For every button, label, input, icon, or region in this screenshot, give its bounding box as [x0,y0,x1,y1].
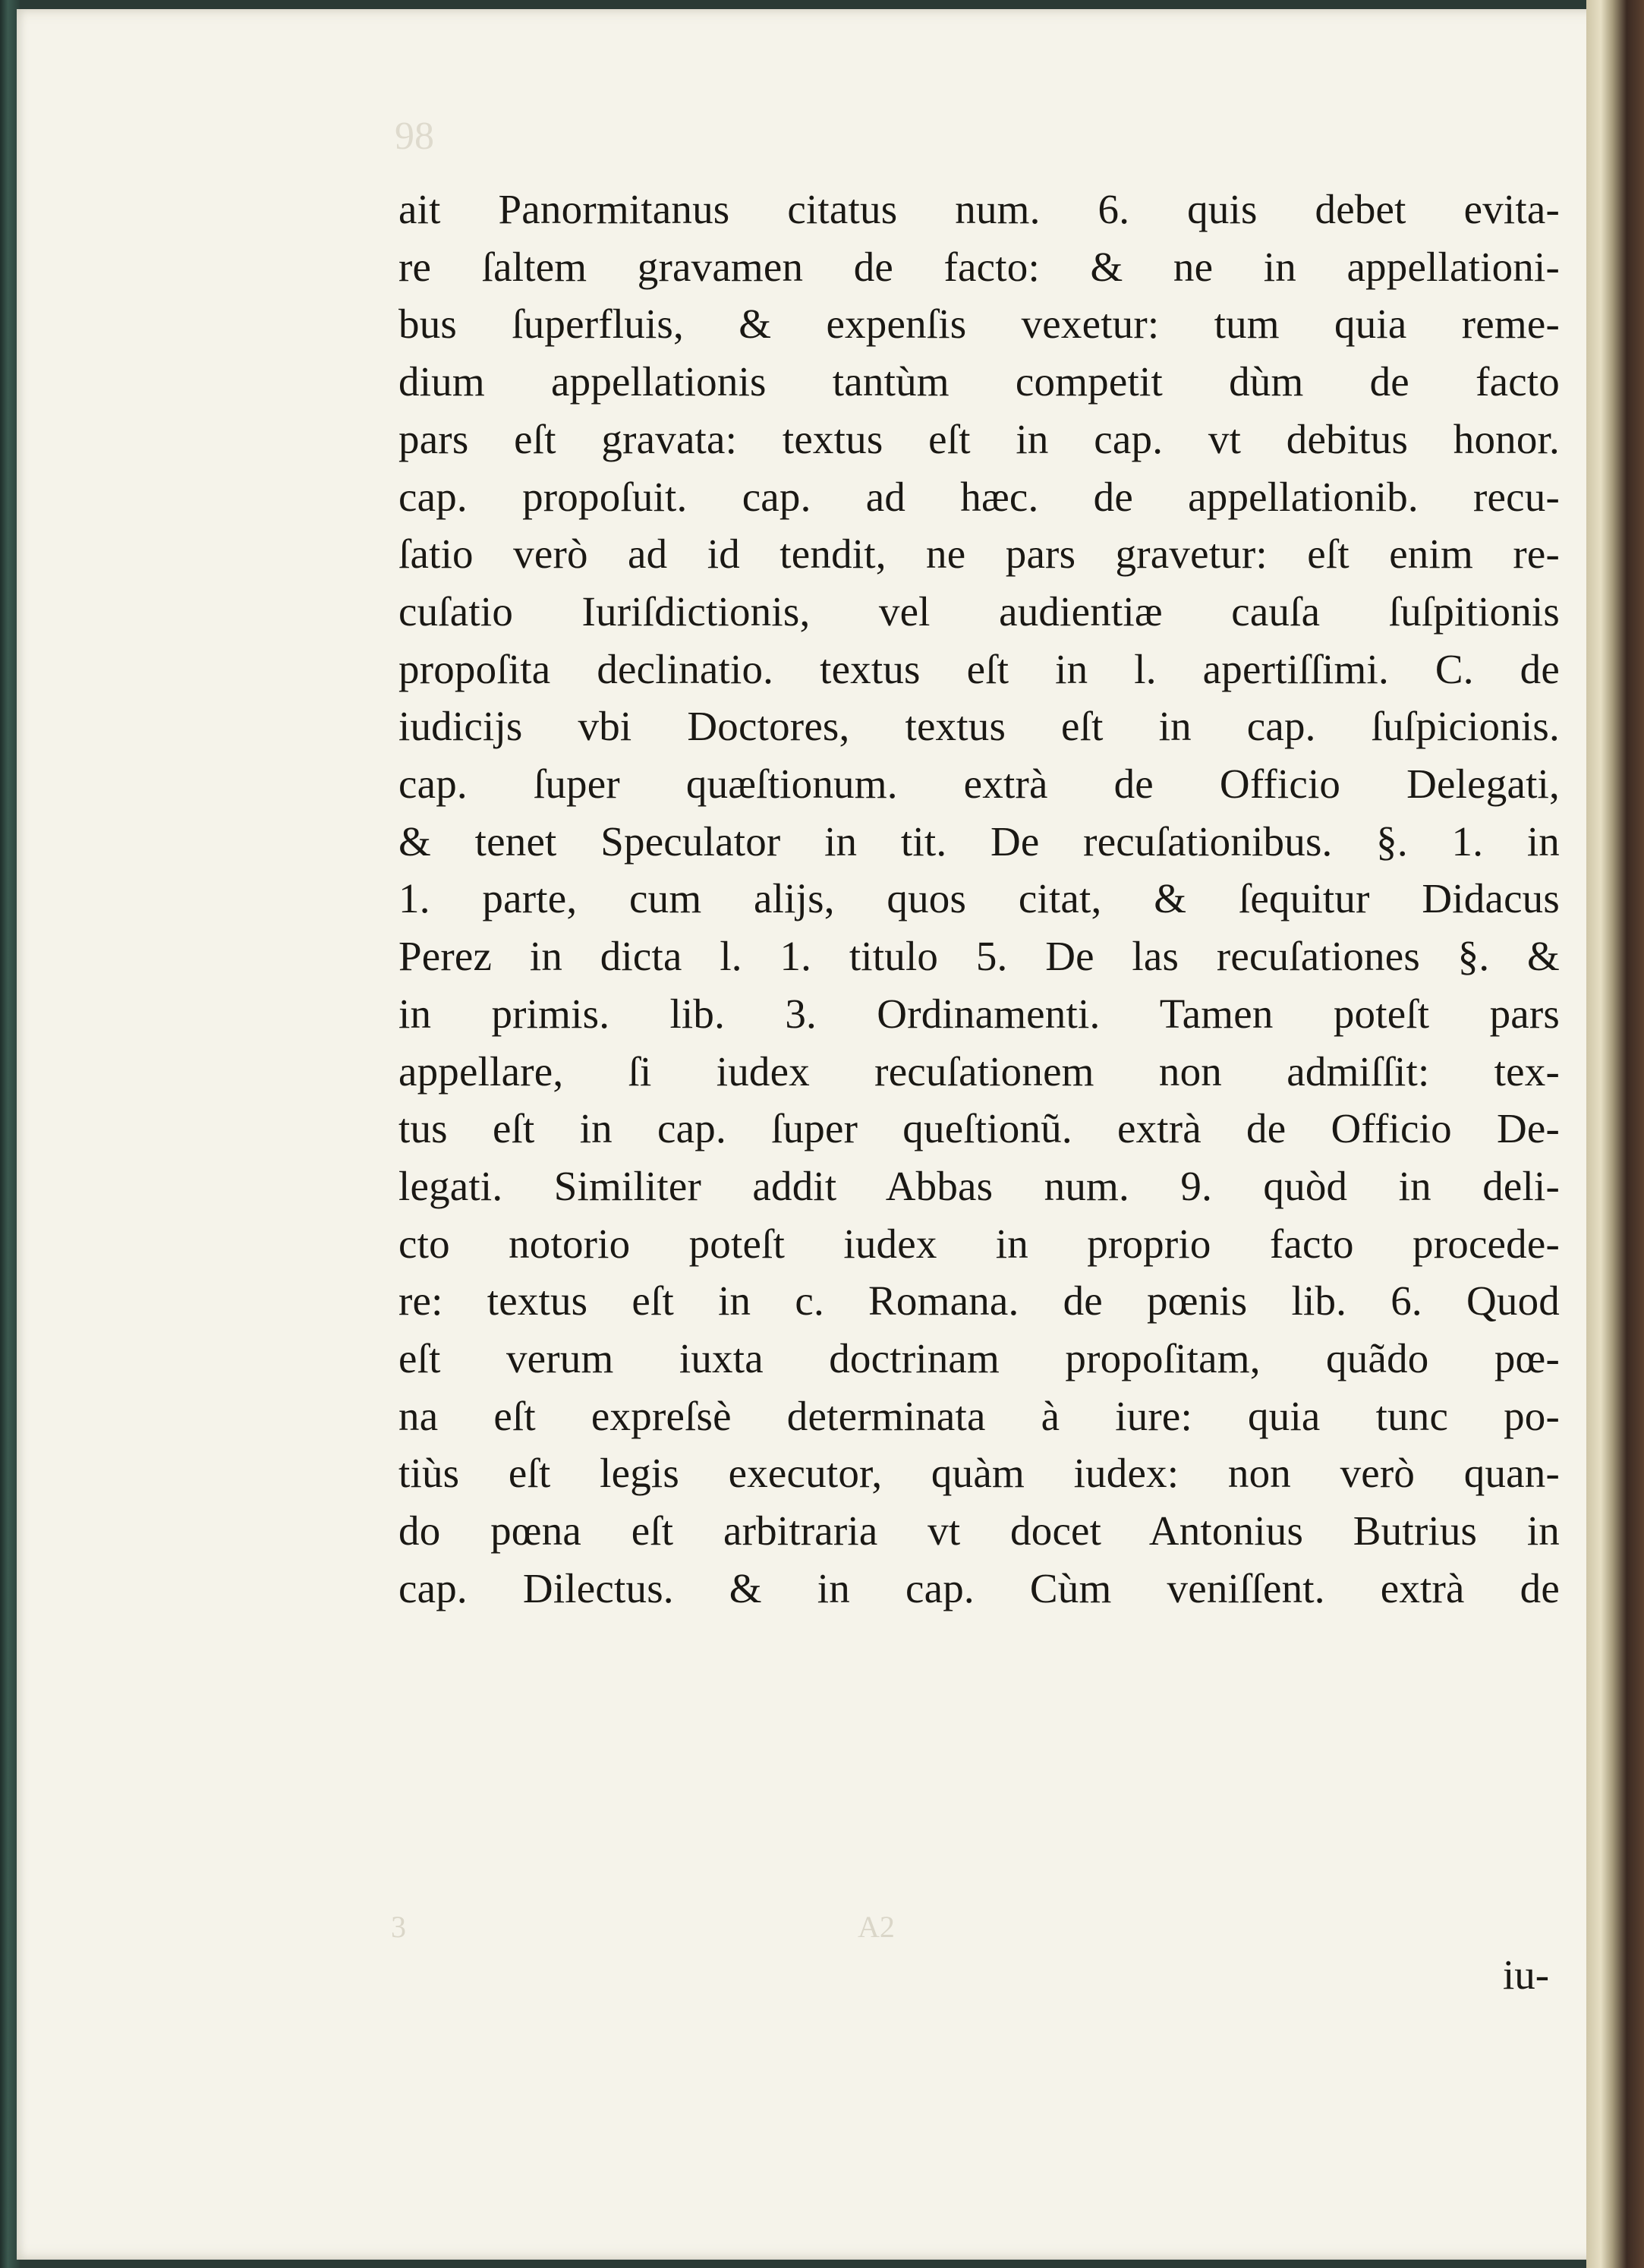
text-line-22: na eſt expreſsè determinata à iure: quia tunc po- [398,1392,1560,1439]
ghost-page-number: 98 [395,115,434,158]
text-line-13: 1. parte, cum alijs, quos citat, & ſequitur Didacus [398,875,1560,922]
text-line-7: ſatio verò ad id tendit, ne pars gravetur: eſt enim re- [398,531,1560,578]
ghost-signature-mark: A2 [858,1910,895,1944]
text-line-23: tiùs eſt legis executor, quàm iudex: non verò quan- [398,1450,1560,1497]
text-line-20: re: textus eſt in c. Romana. de pœnis lib. 6. Quod [398,1277,1560,1325]
book-gutter-right [1586,0,1644,2268]
text-line-8: cuſatio Iuriſdictionis, vel audientiæ cauſa ſuſpitionis [398,587,1560,635]
text-line-24: do pœna eſt arbitraria vt docet Antonius Butrius in [398,1507,1560,1555]
text-line-10: iudicijs vbi Doctores, textus eſt in cap. ſuſpicionis. [398,703,1560,750]
text-line-2: re ſaltem gravamen de facto: & ne in appellationi- [398,243,1560,290]
text-line-1: ait Panormitanus citatus num. 6. quis debet evita- [398,186,1560,232]
text-line-16: appellare, ſi iudex recuſationem non admiſſit: tex- [398,1047,1560,1095]
text-line-11: cap. ſuper quæſtionum. extrà de Officio Delegati, [398,761,1560,808]
text-line-6: cap. propoſuit. cap. ad hæc. de appellationib. recu- [398,473,1560,520]
text-line-4: dium appellationis tantùm competit dùm de facto [398,358,1560,405]
catchword: iu- [1503,1951,1550,1998]
text-line-9: propoſita declinatio. textus eſt in l. apertiſſimi. C. de [398,645,1560,692]
text-line-19: cto notorio poteſt iudex in proprio facto procede- [398,1220,1560,1267]
text-line-5: pars eſt gravata: textus eſt in cap. vt debitus honor. [398,415,1560,462]
text-line-15: in primis. lib. 3. Ordinamenti. Tamen poteſt pars [398,990,1560,1037]
text-line-12: & tenet Speculator in tit. De recuſationibus. §. 1. in [398,817,1560,865]
body-text [398,181,1560,1618]
text-line-3: bus ſuperfluis, & expenſis vexetur: tum quia reme- [398,301,1560,348]
text-line-17: tus eſt in cap. ſuper queſtionũ. extrà de Officio De- [398,1105,1560,1152]
text-line-21: eſt verum iuxta doctrinam propoſitam, quãdo pœ- [398,1335,1560,1382]
text-line-25: cap. Dilectus. & in cap. Cùm veniſſent. extrà de [398,1564,1560,1611]
ghost-show-through-left: 3 [391,1910,406,1944]
text-line-18: legati. Similiter addit Abbas num. 9. quòd in deli- [398,1162,1560,1209]
text-line-14: Perez in dicta l. 1. titulo 5. De las recuſationes §. & [398,933,1560,980]
